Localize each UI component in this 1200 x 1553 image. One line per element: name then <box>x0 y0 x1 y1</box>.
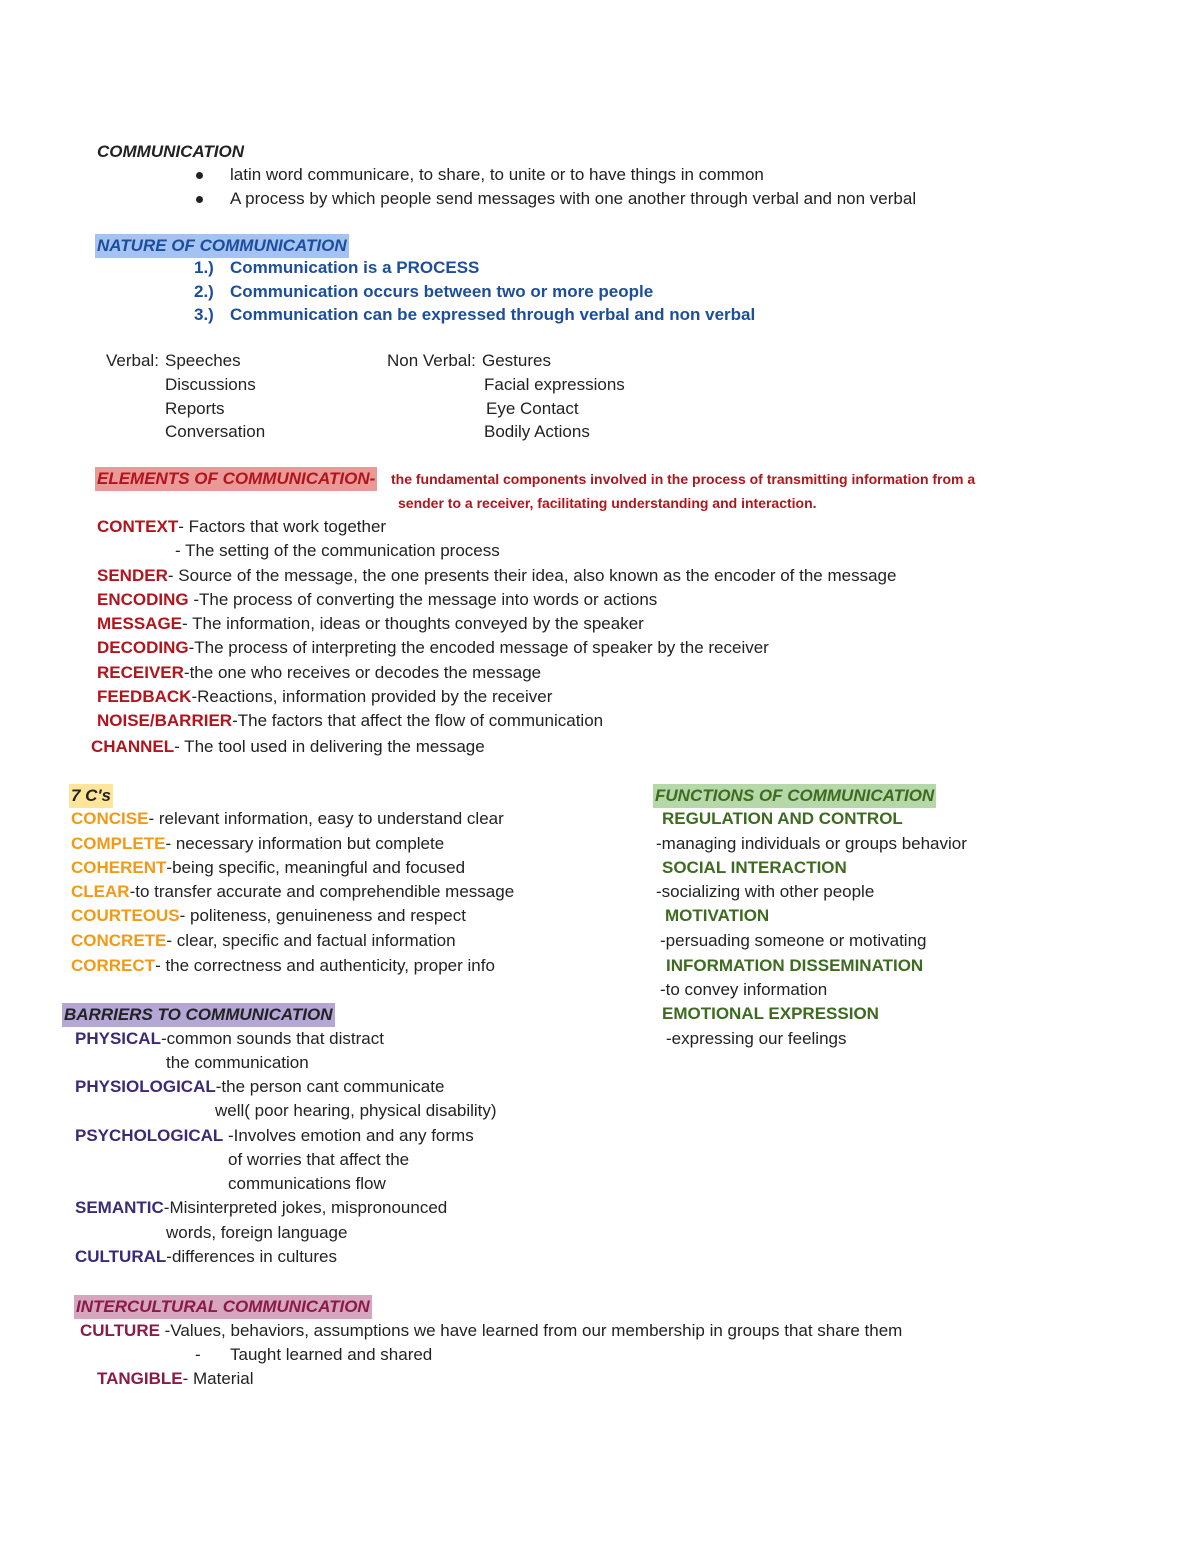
function-information-desc: -to convey information <box>660 980 828 999</box>
nonverbal-item: Eye Contact <box>486 399 579 418</box>
intercultural-heading: INTERCULTURAL COMMUNICATION <box>74 1295 372 1319</box>
communication-bullet-2: A process by which people send messages with one another through verbal and non verbal <box>230 189 917 208</box>
function-motivation-term: MOTIVATION <box>665 906 770 925</box>
elements-definition-line2: sender to a receiver, facilitating understanding and interaction. <box>398 495 817 511</box>
seven-c-courteous: COURTEOUS- politeness, genuineness and respect <box>71 906 466 925</box>
seven-c-complete: COMPLETE- necessary information but complete <box>71 834 445 853</box>
barrier-psychological: PSYCHOLOGICAL -Involves emotion and any forms <box>75 1126 474 1145</box>
functions-heading: FUNCTIONS OF COMMUNICATION <box>653 784 936 808</box>
bullet-dot <box>196 164 203 186</box>
nature-num-2: 2.) <box>194 282 214 301</box>
intercultural-sub-text: Taught learned and shared <box>230 1345 433 1364</box>
element-receiver: RECEIVER-the one who receives or decodes the message <box>97 663 542 682</box>
nature-heading: NATURE OF COMMUNICATION <box>95 234 349 258</box>
bullet-dot <box>196 188 203 210</box>
verbal-item: Speeches <box>165 351 241 370</box>
intercultural-culture: CULTURE -Values, behaviors, assumptions we have learned from our membership in groups that share them <box>80 1321 903 1340</box>
seven-c-concrete: CONCRETE- clear, specific and factual information <box>71 931 456 950</box>
element-encoding: ENCODING -The process of converting the message into words or actions <box>97 590 658 609</box>
nature-num-1: 1.) <box>194 258 214 277</box>
element-channel: CHANNEL- The tool used in delivering the message <box>91 737 485 756</box>
nature-item-3: Communication can be expressed through verbal and non verbal <box>230 305 756 324</box>
nonverbal-item: Bodily Actions <box>484 422 590 441</box>
element-noise-barrier: NOISE/BARRIER-The factors that affect the flow of communication <box>97 711 604 730</box>
nature-item-1: Communication is a PROCESS <box>230 258 480 277</box>
element-feedback: FEEDBACK-Reactions, information provided by the receiver <box>97 687 553 706</box>
communication-bullet-1: latin word communicare, to share, to unite or to have things in common <box>230 165 764 184</box>
barrier-physical: PHYSICAL-common sounds that distract <box>75 1029 384 1048</box>
seven-c-coherent: COHERENT-being specific, meaningful and focused <box>71 858 466 877</box>
seven-c-concise: CONCISE- relevant information, easy to understand clear <box>71 809 504 828</box>
verbal-item: Reports <box>165 399 225 418</box>
barrier-semantic: SEMANTIC-Misinterpreted jokes, mispronounced <box>75 1198 448 1217</box>
nonverbal-item: Gestures <box>482 351 551 370</box>
barrier-physiological-cont: well( poor hearing, physical disability) <box>215 1101 497 1120</box>
barrier-semantic-cont: words, foreign language <box>166 1223 348 1242</box>
communication-heading: COMMUNICATION <box>97 142 244 161</box>
verbal-item: Conversation <box>165 422 266 441</box>
element-message: MESSAGE- The information, ideas or thoughts conveyed by the speaker <box>97 614 644 633</box>
seven-cs-heading: 7 C's <box>69 784 113 808</box>
function-social-desc: -socializing with other people <box>656 882 875 901</box>
element-context: CONTEXT- Factors that work together <box>97 517 387 536</box>
barrier-cultural: CULTURAL-differences in cultures <box>75 1247 337 1266</box>
intercultural-tangible: TANGIBLE- Material <box>97 1369 254 1388</box>
function-emotional-term: EMOTIONAL EXPRESSION <box>662 1004 879 1023</box>
function-information-term: INFORMATION DISSEMINATION <box>666 956 924 975</box>
nonverbal-label: Non Verbal: <box>387 351 476 370</box>
verbal-item: Discussions <box>165 375 256 394</box>
function-regulation-desc: -managing individuals or groups behavior <box>656 834 967 853</box>
intercultural-sub-dash: - <box>195 1345 201 1364</box>
seven-c-correct: CORRECT- the correctness and authenticity, proper info <box>71 956 495 975</box>
barrier-psychological-cont: of worries that affect the <box>228 1150 410 1169</box>
elements-heading: ELEMENTS OF COMMUNICATION- <box>95 467 377 491</box>
nature-num-3: 3.) <box>194 305 214 324</box>
seven-c-clear: CLEAR-to transfer accurate and comprehendible message <box>71 882 515 901</box>
elements-definition-line1: the fundamental components involved in the process of transmitting information from a <box>391 471 976 487</box>
verbal-label: Verbal: <box>106 351 159 370</box>
element-decoding: DECODING-The process of interpreting the encoded message of speaker by the receiver <box>97 638 769 657</box>
nature-item-2: Communication occurs between two or more people <box>230 282 654 301</box>
function-social-term: SOCIAL INTERACTION <box>662 858 847 877</box>
barrier-physical-cont: the communication <box>166 1053 309 1072</box>
function-regulation-term: REGULATION AND CONTROL <box>662 809 903 828</box>
element-context-setting: - The setting of the communication process <box>175 541 500 560</box>
nonverbal-item: Facial expressions <box>484 375 625 394</box>
barriers-heading: BARRIERS TO COMMUNICATION <box>62 1003 335 1027</box>
barrier-physiological: PHYSIOLOGICAL-the person cant communicate <box>75 1077 445 1096</box>
element-sender: SENDER- Source of the message, the one presents their idea, also known as the encoder of the message <box>97 566 897 585</box>
barrier-psychological-cont: communications flow <box>228 1174 386 1193</box>
function-motivation-desc: -persuading someone or motivating <box>660 931 927 950</box>
function-emotional-desc: -expressing our feelings <box>666 1029 847 1048</box>
